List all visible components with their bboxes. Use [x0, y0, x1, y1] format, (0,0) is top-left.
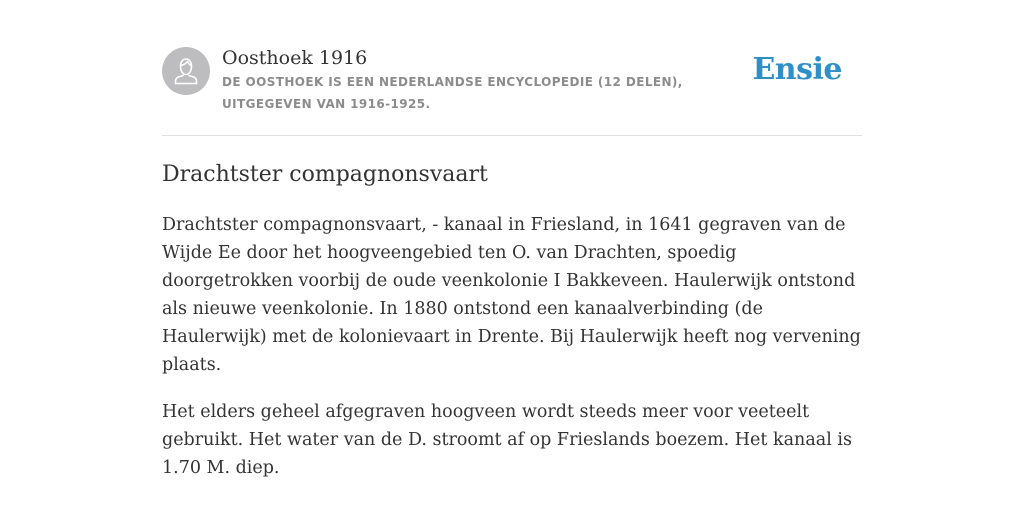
source-description: DE OOSTHOEK IS EEN NEDERLANDSE ENCYCLOPEDIE (12 DELEN), UITGEGEVEN VAN 1916-1925. [222, 75, 683, 111]
source-info [222, 46, 762, 115]
ensie-logo[interactable]: Ensie [752, 52, 842, 87]
content [162, 40, 862, 482]
source-header [162, 40, 862, 136]
article-paragraph: Drachtster compagnonsvaart, - kanaal in Friesland, in 1641 gegraven van de Wijde Ee door het hoogveengebied ten O. van Drachten, spoedig doorgetrokken voorbij de oude veenkolonie I Bakkeveen. Haulerwijk ontstond als nieuwe veenkolonie. In 1880 ontstond een kanaalverbinding (de Haulerwijk) met de kolonievaart in Drente. Bij Haulerwijk heeft nog vervening plaats. [162, 215, 861, 375]
article-paragraph: Het elders geheel afgegraven hoogveen wordt steeds meer voor veeteelt gebruikt. Het water van de D. stroomt af op Frieslands boezem. Het kanaal is 1.70 M. diep. [162, 402, 852, 478]
avatar[interactable] [162, 47, 210, 95]
article-title: Drachtster compagnonsvaart [162, 162, 488, 187]
source-title[interactable]: Oosthoek 1916 [222, 47, 368, 69]
user-icon [162, 47, 210, 95]
